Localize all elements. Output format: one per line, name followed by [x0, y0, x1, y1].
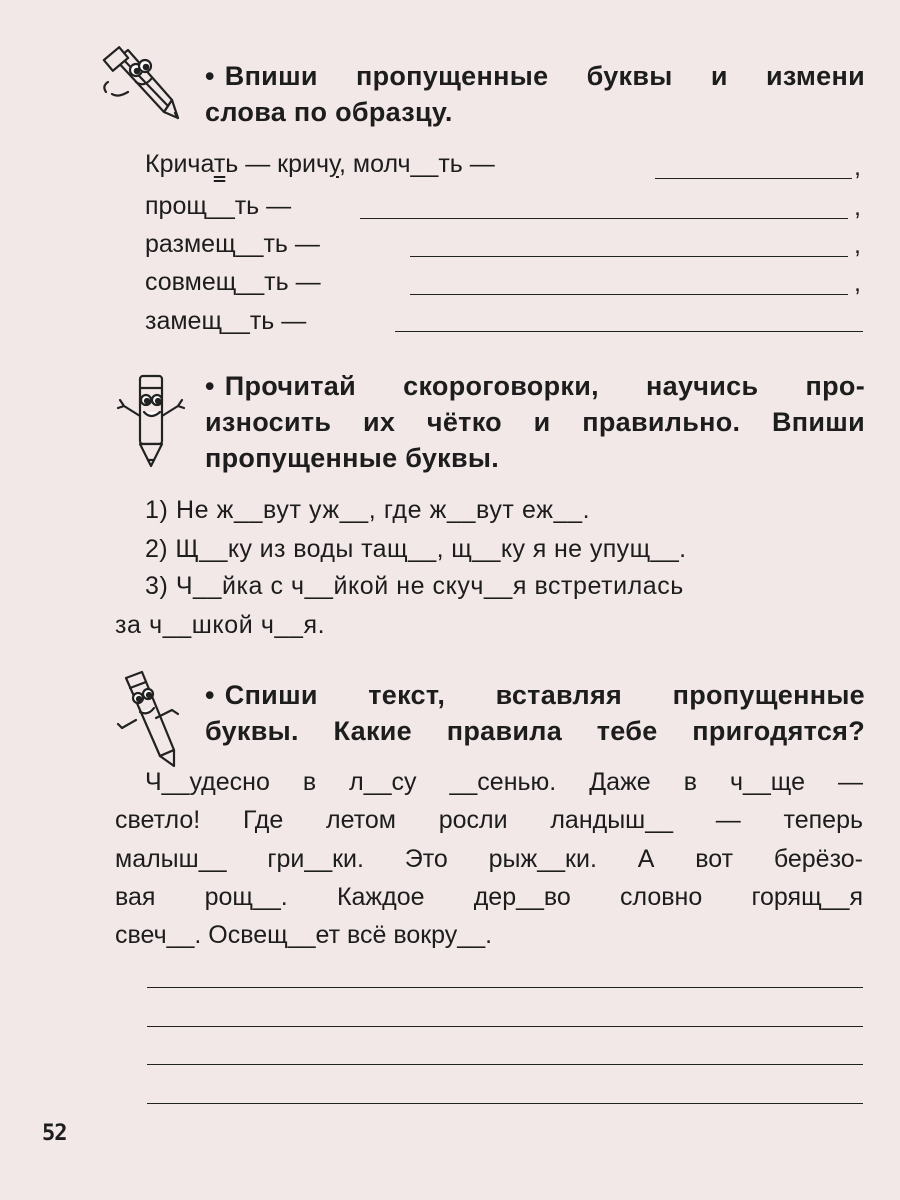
page-number: 52 [42, 1121, 67, 1146]
text-line-4: вая рощ__. Каждое дер__во словно горящ__я [115, 883, 863, 911]
text-line-2: светло! Где летом росли ландыш__ — теперь [115, 806, 863, 834]
task-1-heading [205, 58, 865, 130]
writing-line[interactable] [147, 1064, 863, 1065]
answer-blank[interactable] [410, 256, 848, 257]
writing-line[interactable] [147, 1026, 863, 1027]
task-2-heading-line-3: пропущенные буквы. [205, 443, 500, 473]
word-item: совмещ__ть — [145, 268, 321, 296]
answer-blank[interactable] [360, 218, 848, 219]
tongue-twister-2: 2) Щ__ку из воды тащ__, щ__ку я не упущ__. [145, 535, 687, 563]
task-1-heading-line-1: Впиши пропущенные буквы и измени [224, 61, 865, 91]
task-3-heading [205, 677, 865, 749]
pencil-mascot-icon [98, 42, 183, 142]
task-1-heading-line-2: слова по образцу. [205, 97, 453, 127]
word-item: прощ__ть — [145, 192, 292, 220]
pencil-mascot-icon [112, 668, 192, 768]
text-line-5: свеч__. Освещ__ет всё вокру__. [115, 921, 493, 949]
comma: , [854, 193, 861, 221]
word-item: замещ__ть — [145, 307, 307, 335]
answer-blank[interactable] [395, 331, 863, 332]
pencil-mascot-icon [110, 370, 190, 470]
comma: , [854, 153, 861, 181]
task-3-heading-line-2: буквы. Какие правила тебе пригодятся? [205, 716, 865, 746]
task-3-heading-line-1: Спиши текст, вставляя пропущенные [224, 680, 865, 710]
tongue-twister-3-continued: за ч__шкой ч__я. [115, 611, 326, 639]
bullet-icon: • [205, 61, 215, 91]
bullet-icon: • [205, 371, 215, 401]
example-line: Кричать — кричу, молч__ть — [145, 150, 495, 178]
word-item: молч__ть — [352, 150, 495, 178]
tongue-twister-1: 1) Не ж__вут уж__, где ж__вут еж__. [145, 496, 591, 524]
answer-blank[interactable] [410, 294, 848, 295]
writing-line[interactable] [147, 987, 863, 988]
task-2-heading-line-2: износить их чётко и правильно. Впиши [205, 407, 865, 437]
text-line-1: Ч__удесно в л__су __сенью. Даже в ч__ще — [145, 768, 863, 796]
comma: , [854, 269, 861, 297]
text-line-3: малыш__ гри__ки. Это рыж__ки. А вот берёзо- [115, 845, 863, 873]
task-2-heading-line-1: Прочитай скороговорки, научись про- [224, 371, 865, 401]
bullet-icon: • [205, 680, 215, 710]
tongue-twister-3: 3) Ч__йка с ч__йкой не скуч__я встретилась [145, 572, 684, 600]
writing-line[interactable] [147, 1103, 863, 1104]
answer-blank[interactable] [655, 178, 852, 179]
word-item: размещ__ть — [145, 230, 320, 258]
task-2-heading [205, 368, 865, 476]
comma: , [854, 231, 861, 259]
